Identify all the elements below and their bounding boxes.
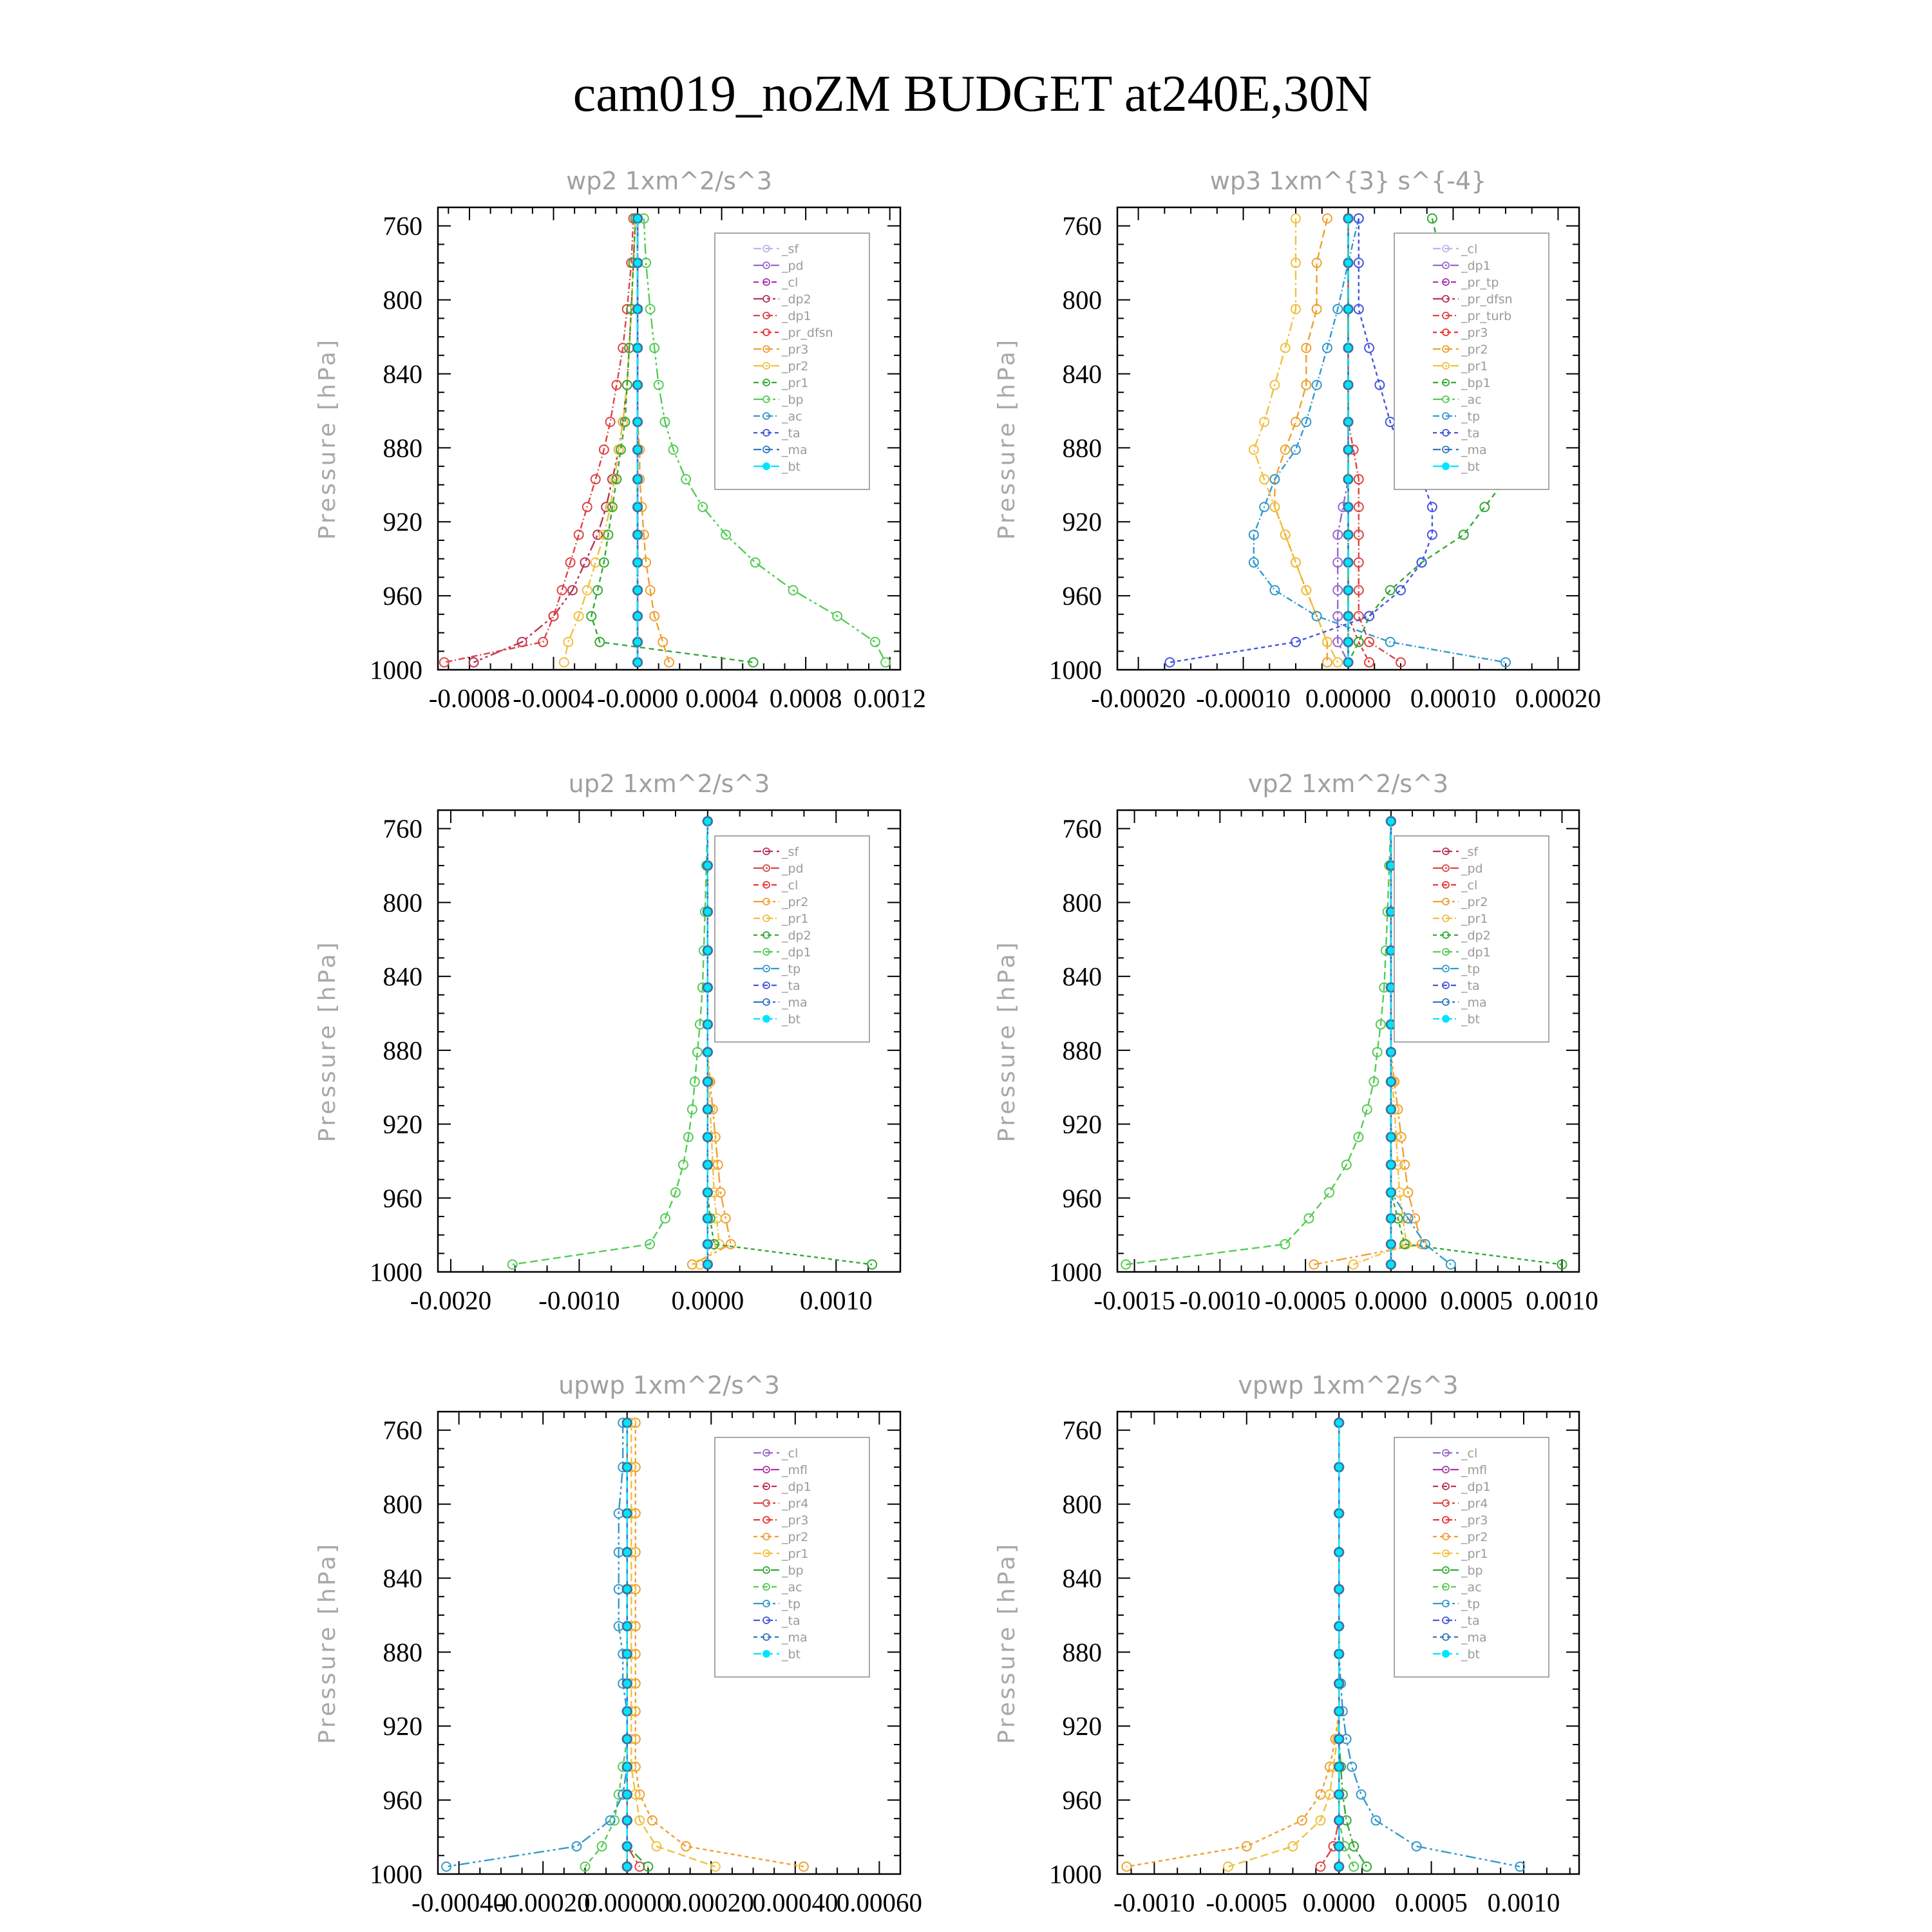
y-tick-label: 880: [1062, 1637, 1102, 1667]
legend-label: _pd: [782, 862, 804, 876]
series-bt-point: [1345, 305, 1352, 313]
series-bt-point: [1387, 862, 1395, 869]
legend-label: _sf: [1461, 845, 1479, 859]
series-bt-point: [634, 214, 641, 222]
y-tick-label: 960: [383, 1785, 422, 1815]
y-axis-label: Pressure [hPa]: [994, 337, 1020, 540]
x-tick-label: 0.0000: [1354, 1285, 1428, 1315]
series-bt-point: [634, 638, 641, 646]
legend-label: _bt: [1461, 1012, 1481, 1027]
series-bt-point: [1345, 503, 1352, 511]
x-tick-label: 0.0010: [1487, 1888, 1560, 1917]
y-tick-label: 1000: [370, 1859, 422, 1889]
legend-label: _ta: [782, 426, 800, 440]
series-bt-point: [1345, 381, 1352, 389]
y-tick-label: 760: [1062, 1415, 1102, 1445]
series-bt-point: [1335, 1791, 1343, 1799]
series-bt-point: [1335, 1707, 1343, 1715]
x-tick-label: 0.0000: [671, 1285, 744, 1315]
y-tick-label: 760: [383, 1415, 422, 1445]
series-bt-point: [704, 1261, 712, 1269]
x-tick-label: -0.0010: [1113, 1888, 1195, 1917]
series-bt-point: [634, 418, 641, 426]
series-bt-point: [1345, 259, 1352, 267]
legend-label: _pr1: [782, 376, 809, 390]
legend-label: _ac: [1461, 393, 1482, 407]
y-tick-label: 840: [1062, 1563, 1102, 1593]
legend-label: _dp1: [782, 945, 811, 960]
legend-label: _ta: [1461, 1614, 1480, 1628]
legend-label: _tp: [782, 1597, 801, 1611]
series-bt-point: [704, 862, 712, 869]
series-bt-point: [1387, 1133, 1395, 1141]
series-bt-point: [634, 446, 641, 453]
legend-label: _pr2: [782, 895, 809, 909]
y-tick-label: 880: [383, 1637, 422, 1667]
series-bt-point: [704, 1106, 712, 1113]
series-bt-point: [1335, 1548, 1343, 1556]
series-bt-point: [634, 475, 641, 483]
series-bt-point: [623, 1680, 631, 1687]
y-tick-label: 960: [383, 581, 422, 611]
series-bt-point: [623, 1791, 631, 1799]
x-tick-label: -0.0015: [1094, 1285, 1175, 1315]
series-bt-point: [704, 1215, 712, 1222]
legend-label: _pr4: [1461, 1497, 1488, 1511]
legend-label: _cl: [782, 878, 799, 893]
series-bt-point: [634, 659, 641, 667]
x-tick-label: -0.0010: [1179, 1285, 1261, 1315]
x-tick-label: 0.00010: [1410, 683, 1497, 713]
y-tick-label: 1000: [370, 655, 422, 685]
panel-title: wp2 1xm^2/s^3: [566, 167, 772, 195]
series-bt-point: [623, 1548, 631, 1556]
legend-label: _mfl: [1461, 1463, 1487, 1477]
legend-label: _pr3: [1461, 326, 1488, 340]
series-bt-point: [704, 947, 712, 954]
legend-label: _pd: [1461, 862, 1483, 876]
series-bt-point: [704, 983, 712, 991]
series-bt-point: [1345, 531, 1352, 538]
legend-label: _bt: [1461, 460, 1481, 474]
x-tick-label: 0.00040: [752, 1888, 838, 1917]
series-bt-point: [1345, 558, 1352, 566]
legend-label: _dp1: [1461, 945, 1491, 960]
y-tick-label: 960: [383, 1183, 422, 1213]
x-tick-label: 0.0010: [1526, 1285, 1598, 1315]
y-tick-label: 920: [383, 1109, 422, 1139]
legend-label: _dp2: [1461, 929, 1491, 943]
legend-label: _pr3: [782, 1513, 809, 1528]
legend-label: _pr2: [1461, 1530, 1488, 1544]
legend-marker: [1442, 1650, 1450, 1658]
y-axis-label: Pressure [hPa]: [994, 940, 1020, 1142]
x-tick-label: -0.0005: [1264, 1285, 1347, 1315]
figure-title: cam019_noZM BUDGET at240E,30N: [573, 66, 1372, 122]
x-tick-label: 0.0004: [685, 683, 758, 713]
legend-label: _tp: [782, 962, 801, 976]
series-bt-point: [623, 1763, 631, 1770]
panel-title: up2 1xm^2/s^3: [568, 770, 770, 798]
series-bt-point: [1335, 1586, 1343, 1593]
legend-label: _pr2: [1461, 895, 1488, 909]
legend-label: _dp2: [782, 292, 811, 307]
legend: [1394, 233, 1549, 489]
y-tick-label: 800: [1062, 887, 1102, 918]
series-bt-point: [634, 305, 641, 313]
legend-label: _cl: [1461, 242, 1478, 256]
legend-label: _pr4: [782, 1497, 809, 1511]
x-tick-label: 0.0000: [1302, 1888, 1376, 1917]
panel-title: wp3 1xm^{3} s^{-4}: [1209, 167, 1487, 195]
panel-title: upwp 1xm^2/s^3: [558, 1371, 780, 1399]
series-bt-point: [704, 817, 712, 825]
series-bt-point: [1387, 817, 1395, 825]
legend: [1394, 1437, 1549, 1677]
series-bt-point: [623, 1707, 631, 1715]
series-bt-point: [623, 1463, 631, 1471]
series-bt-point: [1335, 1680, 1343, 1687]
legend-label: _cl: [1461, 878, 1478, 893]
y-tick-label: 960: [1062, 581, 1102, 611]
y-tick-label: 920: [1062, 1711, 1102, 1741]
series-bt-point: [634, 558, 641, 566]
legend-label: _sf: [782, 845, 799, 859]
y-tick-label: 760: [1062, 813, 1102, 844]
legend-label: _cl: [782, 276, 799, 290]
x-tick-label: -0.00020: [495, 1888, 591, 1917]
legend-label: _pr1: [1461, 359, 1488, 374]
series-bt-point: [634, 612, 641, 620]
series-bt-point: [623, 1817, 631, 1824]
legend-label: _ac: [782, 410, 802, 424]
x-tick-label: 0.00000: [1305, 683, 1392, 713]
legend-label: _pr2: [1461, 343, 1488, 357]
legend-label: _pr1: [782, 1547, 809, 1561]
series-bt-point: [623, 1622, 631, 1630]
legend-label: _tp: [1461, 1597, 1481, 1611]
x-tick-label: 0.0010: [799, 1285, 873, 1315]
x-tick-label: 0.0005: [1440, 1285, 1513, 1315]
legend-label: _pr2: [782, 1530, 809, 1544]
series-bt-point: [1335, 1763, 1343, 1770]
series-bt-point: [704, 1240, 712, 1248]
y-tick-label: 840: [383, 359, 422, 389]
legend-label: _pr3: [1461, 1513, 1488, 1528]
y-tick-label: 800: [1062, 285, 1102, 315]
series-bt-point: [623, 1735, 631, 1743]
legend-label: _ac: [782, 1580, 802, 1595]
series-bt-point: [1387, 1215, 1395, 1222]
y-axis-label: Pressure [hPa]: [314, 337, 341, 540]
legend-marker: [1442, 462, 1450, 470]
y-tick-label: 800: [383, 285, 422, 315]
series-bt-point: [1335, 1735, 1343, 1743]
y-tick-label: 840: [1062, 961, 1102, 992]
legend-label: _bt: [1461, 1647, 1481, 1662]
legend-label: _ta: [782, 1614, 800, 1628]
series-bt-point: [1335, 1419, 1343, 1426]
y-tick-label: 920: [1062, 1109, 1102, 1139]
y-tick-label: 840: [383, 1563, 422, 1593]
y-tick-label: 920: [383, 507, 422, 537]
legend-label: _ma: [1461, 443, 1487, 457]
series-bt-point: [1345, 587, 1352, 594]
series-bt-point: [704, 1021, 712, 1028]
legend-label: _pd: [782, 259, 804, 273]
series-bt-point: [1387, 908, 1395, 916]
legend-label: _dp1: [1461, 1480, 1491, 1494]
x-tick-label: -0.0008: [428, 683, 511, 713]
y-tick-label: 840: [383, 961, 422, 992]
series-bt-point: [704, 1189, 712, 1197]
x-tick-label: -0.00040: [412, 1888, 507, 1917]
y-tick-label: 880: [1062, 433, 1102, 463]
x-tick-label: -0.00020: [1091, 683, 1186, 713]
series-bt-point: [1387, 1161, 1395, 1169]
legend-marker: [762, 1015, 770, 1023]
legend-label: _pr1: [1461, 912, 1488, 926]
legend-label: _pr3: [782, 343, 809, 357]
series-bt-point: [623, 1510, 631, 1517]
legend-marker: [1442, 1015, 1450, 1023]
legend-label: _mfl: [782, 1463, 808, 1477]
series-bt-point: [1387, 947, 1395, 954]
y-tick-label: 960: [1062, 1183, 1102, 1213]
series-bt-point: [623, 1863, 631, 1871]
series-bt-point: [1335, 1510, 1343, 1517]
x-tick-label: 0.0005: [1395, 1888, 1468, 1917]
series-bt-point: [1335, 1842, 1343, 1850]
legend-label: _dp1: [1461, 259, 1491, 273]
series-bt-point: [704, 908, 712, 916]
legend-label: _bp1: [1461, 376, 1491, 390]
legend-label: _dp2: [782, 929, 811, 943]
series-bt-point: [1345, 612, 1352, 620]
series-bt-point: [634, 587, 641, 594]
series-bt-point: [1387, 983, 1395, 991]
legend-label: _ma: [782, 996, 808, 1010]
legend-label: _bt: [782, 1647, 801, 1662]
series-bt-point: [634, 503, 641, 511]
series-bt-point: [1335, 1650, 1343, 1658]
x-tick-label: -0.0005: [1206, 1888, 1287, 1917]
series-bt-point: [1335, 1863, 1343, 1871]
y-tick-label: 1000: [1049, 655, 1102, 685]
legend-label: _ma: [1461, 996, 1487, 1010]
series-bt-point: [623, 1650, 631, 1658]
x-tick-label: -0.0010: [538, 1285, 620, 1315]
legend-label: _ta: [782, 979, 800, 993]
y-tick-label: 840: [1062, 359, 1102, 389]
y-tick-label: 800: [383, 1489, 422, 1519]
legend-label: _sf: [782, 242, 799, 256]
y-tick-label: 960: [1062, 1785, 1102, 1815]
series-bt-point: [634, 381, 641, 389]
legend-label: _dp1: [782, 309, 811, 323]
series-bt-point: [634, 259, 641, 267]
y-axis-label: Pressure [hPa]: [994, 1541, 1020, 1745]
series-bt-point: [1387, 1106, 1395, 1113]
y-tick-label: 880: [1062, 1035, 1102, 1065]
x-tick-label: 0.00000: [584, 1888, 670, 1917]
legend-marker: [762, 1650, 770, 1658]
y-tick-label: 1000: [370, 1257, 422, 1287]
legend-marker: [762, 462, 770, 470]
legend: [1394, 836, 1549, 1042]
series-bt-point: [1345, 659, 1352, 667]
legend-label: _bt: [782, 1012, 801, 1027]
series-bt-point: [1387, 1240, 1395, 1248]
y-tick-label: 760: [383, 211, 422, 241]
legend-label: _tp: [1461, 410, 1481, 424]
legend-label: _pr_turb: [1461, 309, 1512, 323]
y-tick-label: 880: [383, 433, 422, 463]
x-tick-label: 0.00020: [668, 1888, 754, 1917]
legend-label: _bp: [782, 393, 804, 407]
legend-label: _pr_tp: [1461, 276, 1499, 290]
series-bt-point: [623, 1586, 631, 1593]
series-bt-point: [1335, 1463, 1343, 1471]
series-bt-point: [1345, 344, 1352, 352]
panel-title: vp2 1xm^2/s^3: [1247, 770, 1449, 798]
x-tick-label: 0.00020: [1515, 683, 1602, 713]
legend-label: _cl: [1461, 1446, 1478, 1461]
series-bt-point: [1335, 1817, 1343, 1824]
series-bt-point: [634, 344, 641, 352]
y-tick-label: 920: [1062, 507, 1102, 537]
legend: [715, 836, 869, 1042]
legend-label: _bp: [782, 1564, 804, 1578]
y-tick-label: 760: [383, 813, 422, 844]
legend-label: _tp: [1461, 962, 1481, 976]
x-tick-label: -0.00010: [1196, 683, 1291, 713]
legend-label: _ma: [1461, 1631, 1487, 1645]
y-axis-label: Pressure [hPa]: [314, 940, 341, 1142]
y-tick-label: 880: [383, 1035, 422, 1065]
legend-label: _ma: [782, 443, 808, 457]
legend-label: _pr1: [1461, 1547, 1488, 1561]
series-bt-point: [1387, 1078, 1395, 1086]
x-tick-label: 0.0012: [853, 683, 927, 713]
y-tick-label: 1000: [1049, 1859, 1102, 1889]
series-bt-point: [1345, 214, 1352, 222]
legend-label: _bp: [1461, 1564, 1483, 1578]
series-bt-point: [1387, 1189, 1395, 1197]
series-bt-point: [634, 531, 641, 538]
legend-label: _ma: [782, 1631, 808, 1645]
legend: [715, 233, 869, 489]
x-tick-label: 0.00060: [836, 1888, 922, 1917]
y-tick-label: 920: [383, 1711, 422, 1741]
legend-label: _ta: [1461, 426, 1480, 440]
x-tick-label: -0.0004: [513, 683, 594, 713]
legend-label: _cl: [782, 1446, 799, 1461]
series-bt-point: [704, 1078, 712, 1086]
series-bt-point: [704, 1048, 712, 1056]
panel-title: vpwp 1xm^2/s^3: [1238, 1371, 1459, 1399]
y-tick-label: 800: [1062, 1489, 1102, 1519]
x-tick-label: -0.0020: [410, 1285, 492, 1315]
series-bt-point: [1345, 475, 1352, 483]
legend: [715, 1437, 869, 1677]
series-bt-point: [704, 1161, 712, 1169]
y-tick-label: 800: [383, 887, 422, 918]
x-tick-label: -0.0000: [596, 683, 679, 713]
series-bt-point: [1345, 418, 1352, 426]
legend-label: _pr1: [782, 912, 809, 926]
legend-label: _pr_dfsn: [782, 326, 833, 340]
legend-label: _pr_dfsn: [1461, 292, 1513, 307]
series-bt-point: [1345, 638, 1352, 646]
series-bt-point: [1345, 446, 1352, 453]
legend-label: _bt: [782, 460, 801, 474]
y-tick-label: 1000: [1049, 1257, 1102, 1287]
legend-label: _dp1: [782, 1480, 811, 1494]
series-bt-point: [1335, 1622, 1343, 1630]
legend-label: _ta: [1461, 979, 1480, 993]
series-bt-point: [704, 1133, 712, 1141]
legend-label: _pr2: [782, 359, 809, 374]
legend-label: _ac: [1461, 1580, 1482, 1595]
series-bt-point: [1387, 1021, 1395, 1028]
y-axis-label: Pressure [hPa]: [314, 1541, 341, 1745]
x-tick-label: 0.0008: [769, 683, 842, 713]
series-bt-point: [1387, 1261, 1395, 1269]
series-bt-point: [623, 1842, 631, 1850]
series-bt-point: [1387, 1048, 1395, 1056]
series-bt-point: [623, 1419, 631, 1426]
y-tick-label: 760: [1062, 211, 1102, 241]
